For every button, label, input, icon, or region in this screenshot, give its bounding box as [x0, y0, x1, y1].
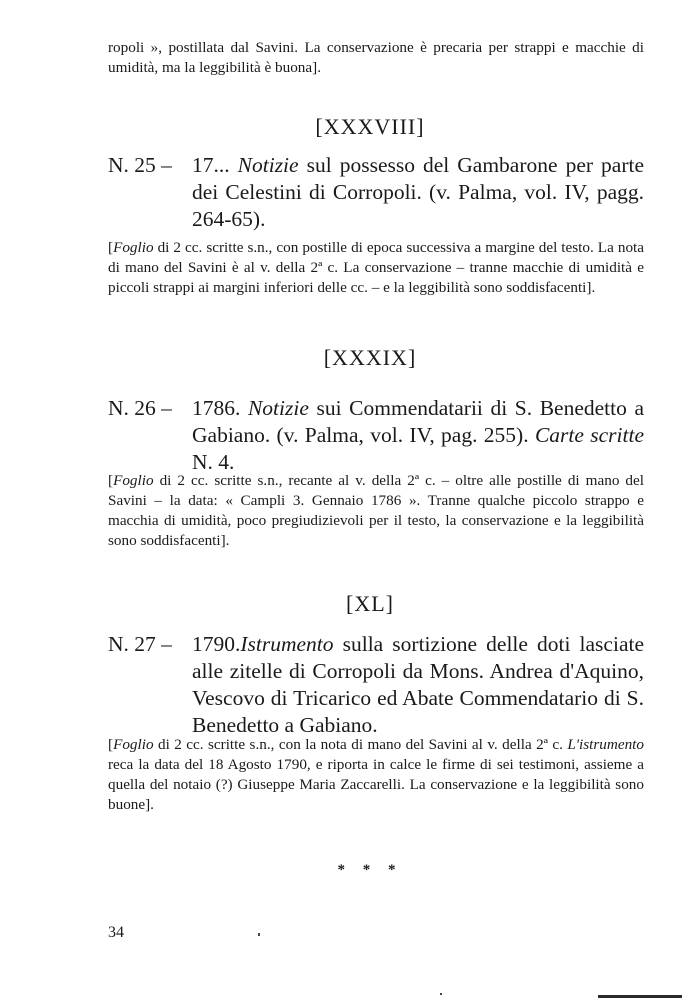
note-italic-2: L'istrumento — [567, 736, 644, 753]
entry-title-text: sui Commendatarii di S. Benedetto a Gabiano. (v. Palma, vol. IV, pag. 255). — [192, 396, 644, 447]
entry-note-25 — [108, 238, 644, 298]
note-text-2: reca la data del 18 Agosto 1790, e riporta in calce le firme di sei testimoni, assieme a quella del notaio (?) Giuseppe Maria Zaccarelli. La conservazione e la leggibilità sono buone]. — [108, 756, 644, 813]
section-heading-xl: [XL] — [346, 591, 394, 616]
bracket: [ — [108, 239, 114, 256]
entry-27 — [108, 631, 644, 739]
entry-title — [192, 395, 644, 476]
note-text: di 2 cc. scritte s.n., con la nota di mano del Savini al v. della 2ª c. — [153, 736, 568, 753]
bracket: [ — [108, 472, 114, 489]
entry-title-italic: Notizie — [237, 153, 299, 177]
entry-number: N. 26 – — [108, 396, 172, 420]
scan-speck — [258, 933, 260, 936]
entry-number: N. 25 – — [108, 153, 172, 177]
entry-title-text: sulla sortizione delle doti lasciate alle zitelle di Corropoli da Mons. Andrea d'Aquino, Vescovo di Tricarico ed Abate Commendatario di S. Benedetto a Gabiano. — [192, 632, 644, 737]
bracket: [ — [108, 736, 114, 753]
entry-note-27 — [108, 735, 644, 815]
scan-speck — [440, 993, 442, 995]
entry-date: 1790. — [192, 632, 241, 656]
entry-date: 1786. — [192, 396, 241, 420]
entry-title-italic-end: Carte scritte — [534, 423, 644, 447]
continuation-note: ropoli », postillata dal Savini. La conservazione è precaria per strappi e macchie di umidità, ma la leggibilità è buona]. — [108, 39, 644, 76]
scan-edge-mark — [598, 995, 682, 998]
section-separator-stars: * * * — [337, 862, 403, 878]
note-italic: Foglio — [113, 239, 154, 256]
note-italic: Foglio — [113, 736, 154, 753]
entry-title — [192, 631, 644, 739]
entry-title-text: sul possesso del Gambarone per parte dei Celestini di Corropoli. (v. Palma, vol. IV, pagg. 264-65). — [192, 153, 645, 231]
entry-title-italic: Notizie — [247, 396, 309, 420]
entry-note-26 — [108, 471, 644, 551]
entry-title — [192, 152, 644, 233]
page-number: 34 — [108, 924, 124, 941]
entry-26 — [108, 395, 644, 476]
entry-25 — [108, 152, 644, 233]
entry-date: 17... — [192, 153, 230, 177]
note-text: di 2 cc. scritte s.n., recante al v. della 2ª c. – oltre alle postille di mano del Savini – la data: « Campli 3. Gennaio 1786 ». Tranne qualche piccolo strappo e macchia di umidità, poco pregiudizievoli per il testo, la conservazione e la leggibilità sono soddisfacenti]. — [108, 472, 644, 549]
entry-title-italic: Istrumento — [240, 632, 334, 656]
section-heading-xxxviii: [XXXVIII] — [315, 114, 425, 139]
entry-number: N. 27 – — [108, 632, 172, 656]
section-heading-xxxix: [XXXIX] — [323, 345, 417, 370]
entry-title-end: N. 4. — [192, 450, 235, 474]
note-italic: Foglio — [113, 472, 154, 489]
note-text: di 2 cc. scritte s.n., con postille di epoca successiva a margine del testo. La nota di mano del Savini è al v. della 2ª c. La conservazione – tranne macchie di umidità e piccoli strappi ai margini inferiori delle cc. – e la leggibilità sono soddisfacenti]. — [108, 239, 644, 296]
